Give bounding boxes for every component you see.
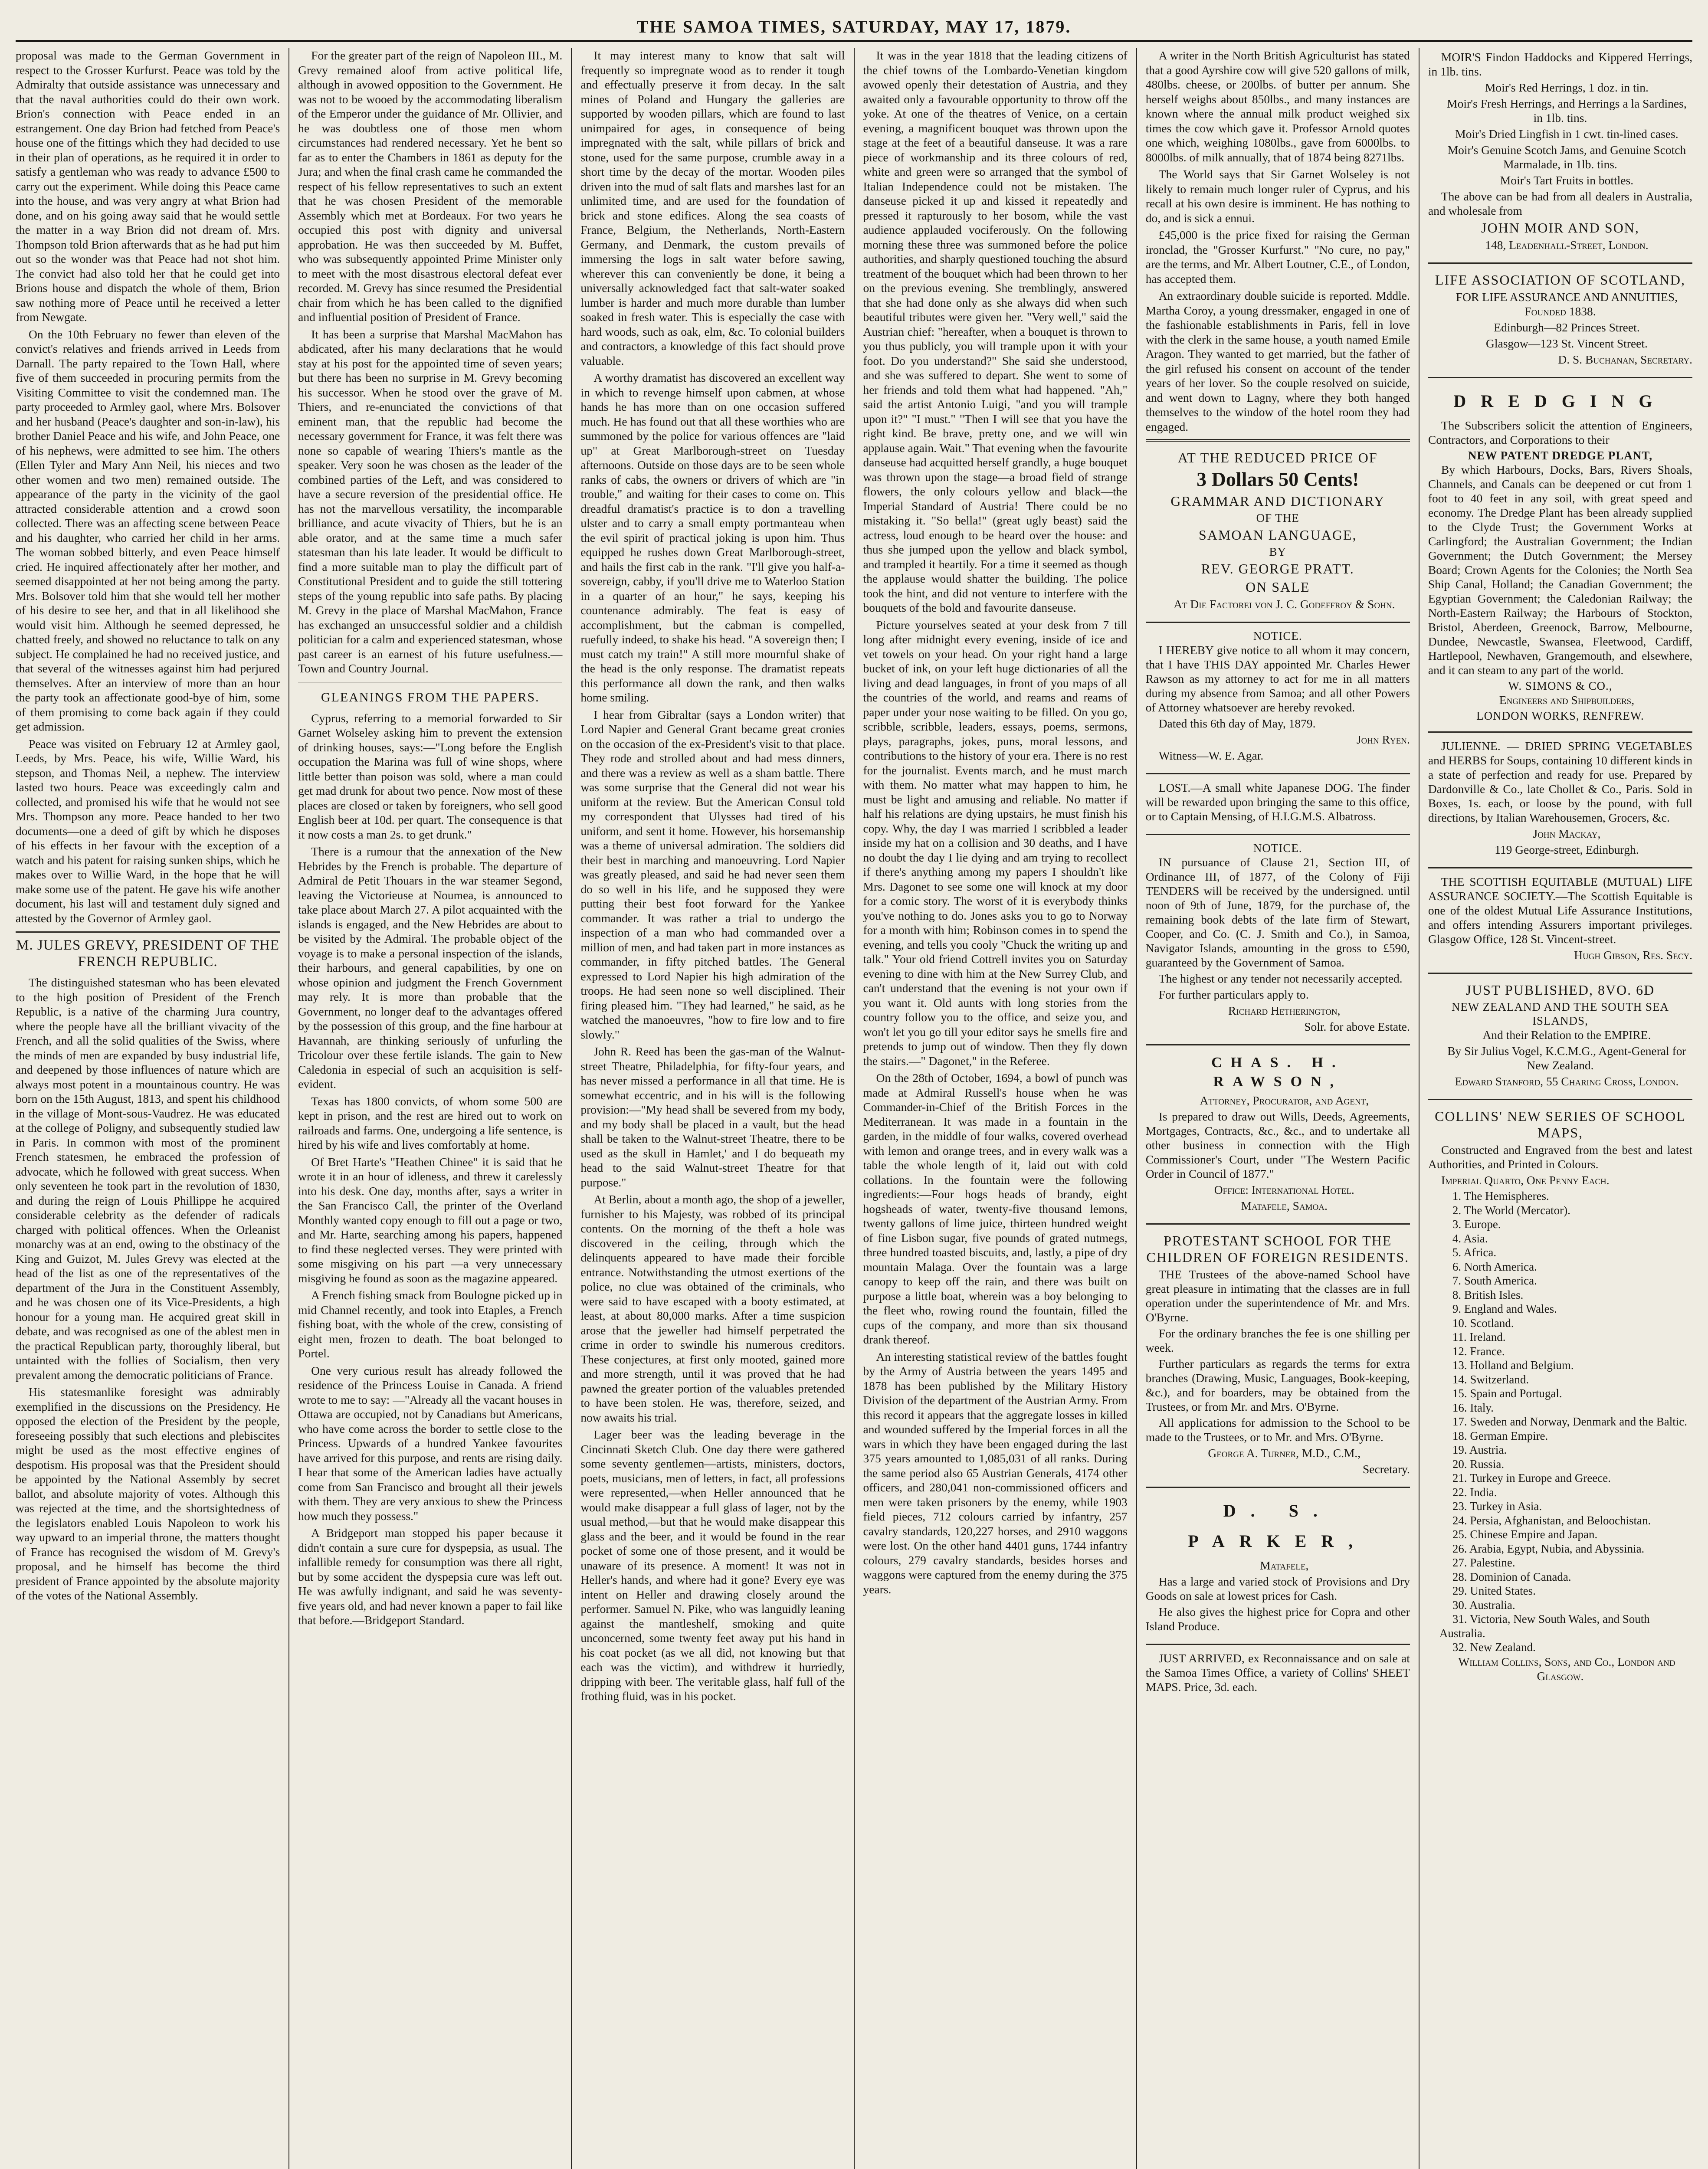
divider bbox=[1428, 1099, 1692, 1100]
list-item: 23. Turkey in Asia. bbox=[1452, 1500, 1542, 1513]
ad-name: JOHN MOIR AND SON, bbox=[1481, 220, 1639, 236]
divider bbox=[1146, 1044, 1410, 1045]
ad-text: IN pursuance of Clause 21, Section III, of Ordinance III, of 1877, of the Colony of Fiji TENDERS will be received by the undersigned. until noon of 9th of June, 1879, for the purchase of, the remaining book debts of the late firm of Stewart, Cooper, and Co. (C. J. Smith and Co.), in Samoa, Navigator Islands, amounting in the gross to £590, guaranteed by the Government of Samoa. bbox=[1145, 855, 1410, 969]
ad-text: All applications for admission to the School to be made to the Trustees, or to Mr. and Mrs. O'Byrne. bbox=[1145, 1416, 1410, 1444]
list-item: 9. England and Wales. bbox=[1452, 1302, 1557, 1315]
section-title-gleanings: GLEANINGS FROM THE PAPERS. bbox=[298, 682, 562, 706]
ad-heading: DREDGING bbox=[1453, 391, 1667, 411]
ad-text: Further particulars as regards the terms for extra branches (Drawing, Music, Languages, Book-keeping, &c.), and for boarders, may be obtained from the Trustees, or from Mr. and Mrs. O'Byrne. bbox=[1145, 1357, 1410, 1413]
divider bbox=[1428, 262, 1692, 264]
ad-heading: JUST PUBLISHED, 8VO. 6D bbox=[1465, 982, 1655, 998]
ad-text: Dated this 6th day of May, 1879. bbox=[1158, 717, 1316, 730]
list-item: 26. Arabia, Egypt, Nubia, and Abyssinia. bbox=[1452, 1542, 1645, 1555]
list-item: 7. South America. bbox=[1452, 1274, 1537, 1287]
ad-notice-attorney bbox=[1146, 627, 1410, 768]
divider bbox=[1146, 834, 1410, 835]
ad-signature: John Ryen. bbox=[1356, 733, 1410, 746]
list-item: 16. Italy. bbox=[1452, 1401, 1494, 1414]
ad-signature: George A. Turner, M.D., C.M., bbox=[1208, 1446, 1361, 1460]
list-item: 22. India. bbox=[1452, 1485, 1497, 1499]
list-item: 29. United States. bbox=[1452, 1584, 1536, 1597]
ad-heading: SAMOAN LANGUAGE, bbox=[1199, 527, 1357, 543]
ad-julienne bbox=[1428, 737, 1692, 862]
column-4 bbox=[854, 48, 1136, 2169]
article-paragraph: On the 10th February no fewer than eleven of the convict's relatives and friends arrived in Leeds from Darnall. The party repaired to the Town Hall, where five of them succeeded in procuring permits from the Visiting Committee to visit the condemned man. The party proceeded to Armley gaol, where Mrs. Bolsover and her husband (Peace's daughter and son-in-law), his brother Daniel Peace and his wife, and John Peace, one of his nephews, were admitted to see him. The others (Ellen Tyler and Mary Ann Neil, his nieces and two other women and two men) remained outside. The appearance of the party in the vicinity of the gaol attracted considerable attention and a crowd soon collected. There was an affecting scene between Peace and his daughter, who carried her child in her arms. The woman sobbed bitterly, and even Peace himself cried. He inquired affectionately after her mother, and seemed disappointed at her not being among the party. Mrs. Bolsover told him that she would tell her mother of his desire to see her, and that in all likelihood she would visit him. Although he seemed depressed, he chatted freely, and showed no reluctance to talk on any subject. He complained he had no received justice, and that several of the witnesses against him had perjured themselves. After an interview of more than an hour the party took an affectionate good-bye of him, some of them promising to come back again if they could get admission. bbox=[16, 327, 280, 733]
ad-text: And their Relation to the EMPIRE. bbox=[1482, 1028, 1651, 1042]
ad-text: 148, Leadenhall-Street, London. bbox=[1485, 238, 1649, 252]
ad-text: The above can be had from all dealers in Australia, and wholesale from bbox=[1428, 190, 1693, 217]
column-5 bbox=[1136, 48, 1419, 2169]
list-item: 17. Sweden and Norway, Denmark and the Baltic. bbox=[1452, 1415, 1687, 1428]
list-item: 14. Switzerland. bbox=[1452, 1373, 1529, 1386]
ad-text: The Subscribers solicit the attention of Engineers, Contractors, and Corporations to their bbox=[1428, 419, 1693, 446]
ad-text: JULIENNE. — DRIED SPRING VEGETABLES and HERBS for Soups, containing 10 different kinds in a state of perfection and ready for use. Prepared by Dardonville & Co., late Chollet & Co., Paris. Sold in Boxes, 1s. each, or loose by the pound, with full directions, by Italian Warehousemen, Grocers, &c. bbox=[1428, 739, 1693, 824]
divider bbox=[1428, 867, 1692, 868]
article-paragraph: John R. Reed has been the gas-man of the Walnut-street Theatre, Philadelphia, for fifty-four years, and has never missed a performance in all that time. He is somewhat eccentric, and in his will is the following provision:—"My head shall be severed from my body, and my body shall be placed in a vault, but the head shall be taken to the Walnut-street Theatre, there to be used as the skull in Hamlet,' and I do bequeath my head to the said Walnut-street Theatre for that purpose." bbox=[580, 1045, 845, 1189]
divider bbox=[1146, 1644, 1410, 1645]
notice-title: NOTICE. bbox=[1253, 629, 1302, 642]
ad-signature: Secretary. bbox=[1362, 1462, 1410, 1476]
article-paragraph: Lager beer was the leading beverage in the Cincinnati Sketch Club. One day there were gathered some seventy gentlemen—artists, ministers, doctors, poets, musicians, men of letters, in fact, all professions were represented,—when Heller announced that he would make disappear a full glass of lager, not by the usual method,—but that he would make disappear this glass and the beer, and it would be found in the rear pocket of some one of those present, and it would be unaware of its presence. A moment! It was not in Heller's hands, and where had it gone? Every eye was intent on Heller and drawing closely around the performer. Samuel N. Pike, who was languidly leaning against the mantleshelf, smoking and quite unconcerned, some twenty feet away put his hand in his coat pocket (as we all did, not knowing but that each was the victim), and withdrew it hurriedly, dripping with beer. The veritable glass, half full of the frothing fluid, was in his pocket. bbox=[580, 1428, 845, 1703]
ad-price: 3 Dollars 50 Cents! bbox=[1197, 468, 1359, 490]
ad-text: THE SCOTTISH EQUITABLE (MUTUAL) LIFE ASSURANCE SOCIETY.—The Scottish Equitable is one of the oldest Mutual Life Assurance Institutions, and offers intending Assurers important privileges. Glasgow Office, 128 St. Vincent-street. bbox=[1428, 875, 1693, 946]
notice-title: NOTICE. bbox=[1253, 842, 1302, 855]
ad-rawson bbox=[1146, 1050, 1410, 1218]
article-paragraph: A writer in the North British Agriculturist has stated that a good Ayrshire cow will give 520 gallons of milk, 480lbs. cheese, or 200lbs. of butter per annum. She herself weighs about 850lbs., and many instances are known where the annual milk product weighed six times the cow which gave it. Professor Arnold quotes one which, weighing 1080lbs., gave from 6000lbs. to 8000lbs. of milk annually, that of 1874 being 8271lbs. bbox=[1145, 49, 1410, 164]
article-paragraph: An interesting statistical review of the battles fought by the Army of Austria between the years 1495 and 1878 has been published by the Military History Division of the department of the Austrian Army. From this record it appears that the aggregate losses in killed and wounded suffered by the Imperial forces in all the wars in which they have been engaged during the last 375 years amounted to 1,085,031 of all ranks. During the same period also 65 Austrian Generals, 4174 other officers, and 280,041 non-commissioned officers and men were taken prisoners by the enemy, while 1903 field pieces, 712 colours carried by infantry, 257 cavalry standards, 120,227 horses, and 2910 waggons were lost. On the other hand 4401 guns, 1744 infantry colours, 279 cavalry standards, besides horses and waggons were captured from the enemy during the 375 years. bbox=[863, 1350, 1128, 1596]
ad-collins-school-maps bbox=[1428, 1104, 1692, 1688]
ad-text: The highest or any tender not necessarily accepted. bbox=[1158, 972, 1403, 985]
article-paragraph: A Bridgeport man stopped his paper because it didn't contain a sure cure for dyspepsia, as usual. The infallible remedy for consumption was there all right, but by some accident the dyspepsia cure was left out. He was awfully indignant, and said he was seventy-five years old, and had never known a paper to fail like that before.—Bridgeport Standard. bbox=[298, 1526, 563, 1627]
ad-text: At Die Factorei von J. C. Godeffroy & Sohn. bbox=[1174, 597, 1395, 611]
ad-heading: PROTESTANT SCHOOL FOR THE CHILDREN OF FOREIGN RESIDENTS. bbox=[1146, 1233, 1410, 1265]
ad-text: FOR LIFE ASSURANCE AND ANNUITIES, Founded 1838. bbox=[1456, 290, 1678, 318]
ad-text: Edward Stanford, 55 Charing Cross, London. bbox=[1455, 1075, 1679, 1088]
ad-text: OF THE bbox=[1256, 511, 1299, 524]
ad-text: Has a large and varied stock of Provisions and Dry Goods on sale at lowest prices for Cash. bbox=[1145, 1575, 1410, 1602]
ad-text: THE Trustees of the above-named School have great pleasure in intimating that the classes are in full operation under the superintendence of Mr. and Mrs. O'Byrne. bbox=[1145, 1268, 1410, 1324]
list-item: 12. France. bbox=[1452, 1344, 1505, 1358]
ad-text: Constructed and Engraved from the best and latest Authorities, and Printed in Colours. bbox=[1428, 1143, 1693, 1171]
divider bbox=[1146, 622, 1410, 623]
list-item: 19. Austria. bbox=[1452, 1443, 1507, 1456]
ad-text: Office: International Hotel. bbox=[1214, 1183, 1354, 1196]
ad-parker bbox=[1146, 1492, 1410, 1638]
ad-text: Edinburgh—82 Princes Street. bbox=[1494, 321, 1640, 334]
ad-text: Matafele, bbox=[1260, 1559, 1309, 1572]
ad-text: MOIR'S Findon Haddocks and Kippered Herrings, in 1lb. tins. bbox=[1428, 50, 1693, 78]
ad-collins-maps-arrival bbox=[1146, 1649, 1410, 1699]
ad-protestant-school bbox=[1146, 1229, 1410, 1481]
ad-signature: Hugh Gibson, Res. Secy. bbox=[1574, 948, 1693, 962]
article-paragraph: His statesmanlike foresight was admirably exemplified in the discussions on the Presidency. He opposed the election of the President by the people, foreseeing possibly that such elections and plebiscites might be used as the most effective engines of despotism. His proposal was that the President should be appointed by the National Assembly by secret ballot, and absolute majority of votes. Although this was rejected at the time, and the shortsightedness of the legislators enabled Louis Napoleon to work his way upward to an imperial throne, the matters thought of France has recognised the wisdom of M. Grevy's proposal, and he himself has become the third president of France appointed by the absolute majority of the votes of the National Assembly. bbox=[16, 1385, 280, 1602]
column-3 bbox=[571, 48, 853, 2169]
list-item: 6. North America. bbox=[1452, 1260, 1537, 1273]
ad-text: For further particulars apply to. bbox=[1158, 988, 1309, 1001]
maps-list bbox=[1428, 1189, 1692, 1655]
article-paragraph: There is a rumour that the annexation of the New Hebrides by the French is probable. The departure of Admiral de Petit Thouars in the war steamer Segond, leaving the Victorieuse at Noumea, is announced to take place about March 27. A pilot acquainted with the islands is engaged, and the New Hebrides are about to be visited by the Admiral. The probable object of the voyage is to make a personal inspection of the islands, their harbours, and general capabilities, by one on whose opinion and judgment the French Government may rely. It is more than probable that the Government, no longer deaf to the advantages offered by the possession of this group, and the fine harbour at Havannah, are thinking seriously of unfurling the Tricolour over these fertile islands. The gain to New Caledonia in especial of such an acquisition is self-evident. bbox=[298, 845, 563, 1091]
divider bbox=[1428, 377, 1692, 378]
list-item: 3. Europe. bbox=[1452, 1218, 1501, 1231]
column-6 bbox=[1419, 48, 1692, 2169]
list-item: 2. The World (Mercator). bbox=[1452, 1203, 1570, 1217]
column-2 bbox=[288, 48, 571, 2169]
article-paragraph: A French fishing smack from Boulogne picked up in mid Channel recently, and took into Etaples, a French fishing boat, with the whole of the crew, consisting of eight men, frozen to death. The boat belonged to Portel. bbox=[298, 1288, 563, 1360]
article-paragraph: It may interest many to know that salt will frequently so impregnate wood as to render it tough and effectually preserve it from decay. In the salt mines of Poland and Hungary the galleries are supported by wooden pillars, which are found to last unimpaired for ages, in consequence of being impregnated with the salt, while pillars of brick and stone, used for the same purpose, crumble away in a short time by the decay of the mortar. Wooden piles driven into the mud of salt flats and marshes last for an unlimited time, and are used for the foundation of brick and stone edifices. Along the sea coasts of France, Belgium, the Netherlands, North-Eastern Germany, and Denmark, the custom prevails of immersing the logs in salt water before sawing, wherever this can conveniently be done, it being a universally acknowledged fact that salt-water soaked lumber is harder and much more durable than lumber soaked in fresh water. This is especially the case with hard woods, such as oak, elm, &c. To colonial builders and contractors, a knowledge of this fact should prove valuable. bbox=[580, 49, 845, 367]
divider bbox=[1428, 973, 1692, 974]
list-item: 15. Spain and Portugal. bbox=[1452, 1387, 1562, 1400]
list-item: 13. Holland and Belgium. bbox=[1452, 1359, 1574, 1372]
ad-text: Is prepared to draw out Wills, Deeds, Agreements, Mortgages, Contracts, &c., &c., and to undertake all other business in connection with the High Commissioner's Court, under "The Western Pacific Order in Council of 1877." bbox=[1145, 1110, 1410, 1180]
list-item: 28. Dominion of Canada. bbox=[1452, 1570, 1571, 1583]
article-paragraph: The World says that Sir Garnet Wolseley is not likely to remain much longer ruler of Cyprus, and his recall at his own desire is imminent. He has nothing to do, and is sick a ennui. bbox=[1145, 167, 1410, 225]
ad-text: He also gives the highest price for Copra and other Island Produce. bbox=[1145, 1605, 1410, 1633]
ad-heading: AT THE REDUCED PRICE OF bbox=[1177, 450, 1378, 465]
list-item: 25. Chinese Empire and Japan. bbox=[1452, 1528, 1598, 1541]
article-paragraph: For the greater part of the reign of Napoleon III., M. Grevy remained aloof from active political life, although in avowed opposition to the Government. He was not to be wooed by the accommodating liberalism of the Emperor under the guidance of Mr. Ollivier, and he was doubtless one of those men whom circumstances had rendered necessary. Yet he bent so far as to enter the Chambers in 1861 as deputy for the Jura; and when the final crash came he commanded the respect of his fellow representatives to such an extent that he was chosen President of the memorable Assembly which met at Bordeaux. For two years he occupied this post with dignity and universal approbation. He was then succeeded by M. Buffet, who was subsequently appointed Prime Minister only to meet with the most disastrous electoral defeat ever recorded. M. Grevy has since resumed the Presidential chair from which he has been called to the dignified and influential position of President of France. bbox=[298, 49, 563, 324]
ad-text: Moir's Fresh Herrings, and Herrings a la Sardines, in 1lb. tins. bbox=[1447, 97, 1687, 125]
article-paragraph: A worthy dramatist has discovered an excellent way in which to revenge himself upon cabmen, at whose hands he has more than on one occasion suffered much. He has found out that all these worthies who are summoned by the police for various offences are "laid up" at Great Marlborough-street on Tuesday afternoons. Outside on those days are to be seen whole ranks of cabs, the owners or drivers of which are "in trouble," and waiting for their cases to come on. This dreadful dramatist's practice is to don a travelling ulster and to carry a small empty portmanteau when the evil spirit of practical joking is upon him. Thus equipped he rushes down Great Marlborough-street, and hails the first cab in the rank. "I'll give you half-a-sovereign, cabby, if you'll drive me to Waterloo Station in a quarter of an hour," he says, keeping his countenance admirably. The feat is easy of accomplishment, but the cabman is compelled, ruefully indeed, to shake his head. "A sovereign then; I must catch my train!" A still more mournful shake of the head is the only response. The dramatist repeats this performance all down the rank, and then walks home smiling. bbox=[580, 371, 845, 704]
article-paragraph: It has been a surprise that Marshal MacMahon has abdicated, after his many declarations that he would stay at his post for the appointed time of seven years; but there has been no surprise in M. Grevy becoming his successor. When he stood over the grave of M. Thiers, and re-enunciated the convictions of that eminent man, that the republic had become the necessary government for France, it was felt there was none so capable of wearing Thiers's mantle as the speaker. Very soon he was chosen as the leader of the combined parties of the Left, and was considered to have a secure reversion of the presidential office. He has not the marvellous versatility, the incomparable brilliance, and acute vivacity of Thiers, but he is an able orator, and at the same time a much safer statesman than his late leader. It would be difficult to find a more suitable man to play the difficult part of Constitutional President and to guide the still tottering steps of the young republic into safe paths. By placing M. Grevy in the place of Marshal MacMahon, France has exchanged an unsuccessful soldier and a childish politician for a calm and experienced statesman, whose past career is an earnest of his future usefulness.—Town and Country Journal. bbox=[298, 327, 563, 675]
list-item: 24. Persia, Afghanistan, and Beloochistan. bbox=[1452, 1514, 1651, 1527]
ad-signature: W. SIMONS & CO., bbox=[1508, 679, 1613, 692]
ad-text: Imperial Quarto, One Penny Each. bbox=[1441, 1173, 1610, 1187]
ad-heading: ON SALE bbox=[1246, 579, 1310, 595]
ad-author: REV. GEORGE PRATT. bbox=[1201, 561, 1354, 577]
ad-text: Engineers and Shipbuilders, bbox=[1499, 693, 1635, 707]
masthead bbox=[16, 13, 1692, 42]
ad-signature: 119 George-street, Edinburgh. bbox=[1495, 843, 1639, 856]
ad-heading: COLLINS' NEW SERIES OF SCHOOL MAPS, bbox=[1435, 1108, 1686, 1140]
article-paragraph: Picture yourselves seated at your desk from 7 till long after midnight every evening, inside of ice and vet towels on your head. On your right hand a large bucket of ink, on your left huge dictionaries of all the living and dead languages, in front of you maps of all the countries of the world, and reams and reams of paper under your nose waiting to be filled. On you go, scribble, scribble, leaders, essays, poems, sermons, plays, paragraphs, jokes, puns, moral lessons, and contributions to the history of your era. There is no rest for the journalist. Events march, and he must march with them. No matter what may happen to him, he must be light and amusing and reliable. No matter if half his relations are dying upstairs, he must finish his copy. Why, the day I was married I scribbled a leader inside my hat on a collision and 30 deaths, and I have no doubt the day I lie dying and am trying to recollect if there's anything among my papers I shouldn't like Mrs. Dagonet to see some one will knock at my door for a comic story. The worst of it is everybody thinks you've nothing to do. Jones asks you to go to Norway for a month with him; Robinson comes in to spend the evening, and tells you cooly "Chuck the writing up and talk." Your old friend Cottrell invites you on Saturday evening to dine with him at the New Surrey Club, and can't understand that the evening is not your own if you want it. Old aunts with long stories from the country follow you to the office, and seize you, and won't let you go till your editor says he smells fire and pretends to jump out of window. Then they fly down the stairs.—" Dagonet," in the Referee. bbox=[863, 618, 1128, 1068]
ad-signature: D. S. Buchanan, Secretary. bbox=[1558, 353, 1693, 366]
column-1 bbox=[16, 48, 288, 2169]
ad-text: Moir's Tart Fruits in bottles. bbox=[1500, 174, 1634, 187]
ad-text: By which Harbours, Docks, Bars, Rivers Shoals, Channels, and Canals can be deepened or cut from 1 foot to 40 feet in any soil, with great speed and economy. The Dredge Plant has been already supplied to the Clyde Trust; the Government Works at Carlingford; the Australian Government; the Indian Government; the Dutch Government; the Mersey Board; Crown Agents for the Colonies; the North Sea Ship Canal, Holland; the Canadian Government; the Egyptian Government; the Caledonian Railway; the North-Eastern Railway; the Harbours of Stockton, Bristol, Aberdeen, Greenock, Barrow, Melbourne, Dundee, Newcastle, Swansea, Fleetwood, Cardiff, Hartlepool, Newhaven, Grangemouth, and elsewhere, and it can steam to any part of the world. bbox=[1428, 463, 1693, 677]
list-item: 20. Russia. bbox=[1452, 1457, 1505, 1471]
ad-lost-dog bbox=[1146, 779, 1410, 829]
ad-text: Moir's Red Herrings, 1 doz. in tin. bbox=[1485, 81, 1649, 94]
divider bbox=[1146, 773, 1410, 774]
list-item: 10. Scotland. bbox=[1452, 1316, 1514, 1330]
ad-text: Moir's Genuine Scotch Jams, and Genuine Scotch Marmalade, in 1lb. tins. bbox=[1447, 143, 1686, 171]
list-item: 4. Asia. bbox=[1452, 1232, 1488, 1245]
list-item: 21. Turkey in Europe and Greece. bbox=[1452, 1471, 1611, 1484]
ad-signature: Solr. for above Estate. bbox=[1304, 1020, 1410, 1033]
list-item: 32. New Zealand. bbox=[1452, 1641, 1536, 1654]
ad-text: LOST.—A small white Japanese DOG. The finder will be rewarded upon bringing the same to this office, or to Captain Mensing, of H.I.G.M.S. Albatross. bbox=[1145, 781, 1410, 823]
ad-moir bbox=[1428, 48, 1692, 257]
article-paragraph: Of Bret Harte's "Heathen Chinee" it is said that he wrote it in an hour of idleness, and threw it carelessly into his desk. One day, months after, says a writer in the San Francisco Call, the printer of the Overland Monthly wanted copy enough to fill out a page or two, and Mr. Harte, searching among his papers, happened to find these neglected verses. They were printed with some misgiving on his part —a very unnecessary misgiving he found as soon as the magazine appeared. bbox=[298, 1155, 563, 1285]
ad-signature: William Collins, Sons, and Co., London and Glasgow. bbox=[1458, 1655, 1675, 1683]
article-paragraph: Peace was visited on February 12 at Armley gaol, Leeds, by Mrs. Peace, his wife, Willie Ward, his stepson, and Thomas Neil, a nephew. The interview lasted two hours. Peace was exceedingly calm and collected, and promised his wife that he would not see Mrs. Thompson any more. Peace handed to her two documents—one a deed of gift by which he disposes of his effects in her favour with the exception of a watch and his patent for raising sunken ships, which he makes over to Willie Ward, in the hope that he will make some use of the patent. He gave his wife another document, his last will and testament duly signed and attested by the Governor of Armley gaol. bbox=[16, 737, 280, 925]
list-item: 5. Africa. bbox=[1452, 1246, 1497, 1259]
ad-heading: LIFE ASSOCIATION OF SCOTLAND, bbox=[1435, 272, 1686, 288]
ad-name: D. S. PARKER, bbox=[1188, 1501, 1368, 1551]
ad-samoan-grammar bbox=[1146, 446, 1410, 616]
ad-notice-tenders bbox=[1146, 839, 1410, 1039]
article-paragraph: proposal was made to the German Government in respect to the Grosser Kurfurst. Peace was told by the Admiralty that outside assistance was unnecessary and that the naval authorities could do their own work. Brion's connection with Peace ended in an estrangement. One day Brion had fetched from Peace's house one of the fittings which they had decided to use in their plan of operations, as he required it in order to satisfy a gentleman who was ready to advance £500 to carry out the experiment. While doing this Peace came into the house, and was very angry at what Brion had done, and on his going away said that he would settle the matter in a way Brion did not dream of. Mrs. Thompson told Brion afterwards that as he had put him out so the wonder was that Peace had not shot him. The convict had also told her that he could get into Brions house and dispatch the whole of them, Brion saw nothing more of Peace until he received a letter from Newgate. bbox=[16, 49, 280, 324]
list-item: 11. Ireland. bbox=[1452, 1330, 1506, 1343]
ad-heading: GRAMMAR AND DICTIONARY bbox=[1170, 493, 1385, 509]
columns bbox=[16, 48, 1692, 2169]
ad-signature: LONDON WORKS, RENFREW. bbox=[1476, 709, 1644, 722]
article-title-grevy: M. JULES GREVY, PRESIDENT OF THE FRENCH REPUBLIC. bbox=[16, 931, 280, 970]
list-item: 8. British Isles. bbox=[1452, 1288, 1524, 1301]
divider bbox=[1146, 439, 1410, 442]
ad-text: Matafele, Samoa. bbox=[1241, 1199, 1328, 1212]
divider bbox=[1146, 1487, 1410, 1488]
article-paragraph: One very curious result has already followed the residence of the Princess Louise in Canada. A friend wrote to me to say: —"Already all the vacant houses in Ottawa are occupied, not by Canadians but Americans, who have come across the border to settle close to the Princess. Upwards of a hundred Yankee favourites have arrived for this purpose, and rents are rising daily. I hear that some of the American ladies have actually come from San Francisco and brought all their jewels with them. They are very anxious to shew the Princess how much they possess." bbox=[298, 1363, 563, 1523]
list-item: 31. Victoria, New South Wales, and South Australia. bbox=[1439, 1612, 1650, 1640]
ad-heading: NEW PATENT DREDGE PLANT, bbox=[1468, 449, 1652, 462]
article-paragraph: At Berlin, about a month ago, the shop of a jeweller, furnisher to his Majesty, was robbed of its principal contents. On the morning of the theft a hole was discovered in the ceiling, through which the delinquents appeared to have made their forcible entrance. Notwithstanding the utmost exertions of the police, no clue was obtained of the criminals, who were said to have escaped with a booty estimated, at least, at about 80,000 marks. After a time suspicion arose that the jeweller had himself perpetrated the crime in order to swindle his numerous creditors. These conjectures, at first only mooted, gained more and more strength, until it was proved that he had pawned the greater portion of the valuables pretended to have been stolen. He was, therefore, seized, and now awaits his trial. bbox=[580, 1193, 845, 1424]
ad-text: JUST ARRIVED, ex Reconnaissance and on sale at the Samoa Times Office, a variety of Collins' SHEET MAPS. Price, 3d. each. bbox=[1145, 1651, 1410, 1694]
article-paragraph: Texas has 1800 convicts, of whom some 500 are kept in prison, and the rest are hired out to work on railroads and farms. One, undergoing a life sentence, is hired by his wife and lives comfortably at home. bbox=[298, 1094, 563, 1151]
divider bbox=[1146, 1223, 1410, 1225]
article-paragraph: £45,000 is the price fixed for raising the German ironclad, the "Grosser Kurfurst." "No cure, no pay," are the terms, and Mr. Albert Loutner, C.E., of London, has accepted them. bbox=[1145, 228, 1410, 285]
list-item: 1. The Hemispheres. bbox=[1452, 1189, 1549, 1202]
ad-text: Moir's Dried Lingfish in 1 cwt. tin-lined cases. bbox=[1455, 127, 1678, 141]
article-paragraph: It was in the year 1818 that the leading citizens of the chief towns of the Lombardo-Venetian kingdom avowed openly their detestation of Austria, and they awaited only a favourable opportunity to throw off the yoke. At one of the theatres of Venice, on a certain evening, a magnificent bouquet was thrown upon the stage at the feet of a beautiful danseuse. It was a rare piece of workmanship and its three colours of red, white and green were so arranged that the symbol of Italian Independence could not be mistaken. The danseuse picked it up and kissed it repeatedly and pressed it rapturously to her bosom, while the vast audience applauded vociferously. On the following morning these three was summoned before the police authorities, and sharply questioned touching the absurd treatment of the bouquet which had been thrown to her on the previous evening. She tremblingly, answered that she had done only as she always did when such beautiful tributes were given her. "Very well," said the Austrian chief: "hereafter, when a bouquet is thrown to you thus publicly, you will trample upon it with your foot. Do you understand?" She said she understood, and she was suffered to depart. She went to some of her friends and told them what had happened. "Ah," said the artist Antonio Luigi, "and you will trample upon it?" "I must." "Then I will see that you have the right kind. Be brave, pretty one, and we will win applause again. Wait." That evening when the favourite danseuse had acquitted herself grandly, a huge bouquet was thrown upon the stage—a broad field of strange flowers, the only colours yellow and black—the Imperial Standard of Austria! There could be no mistaking it. "So bella!" (great ugly beast) said the actress, loud enough to be heard over the house: and thus she jumped upon the yellow and black symbol, and trampled it heartily. For a time it seemed as though the applause would shatter the building. The police took the hint, and did not venture to interfere with the bouquets of the bold and favourite danseuse. bbox=[863, 49, 1128, 614]
divider bbox=[1428, 731, 1692, 733]
ad-text: Witness—W. E. Agar. bbox=[1158, 749, 1264, 762]
ad-new-zealand-book bbox=[1428, 978, 1692, 1094]
ad-text: Glasgow—123 St. Vincent Street. bbox=[1486, 337, 1648, 350]
ad-name: CHAS. H. RAWSON, bbox=[1211, 1055, 1344, 1090]
list-item: 18. German Empire. bbox=[1452, 1429, 1548, 1442]
ad-text: By Sir Julius Vogel, K.C.M.G., Agent-General for New Zealand. bbox=[1447, 1044, 1686, 1072]
masthead-title: THE SAMOA TIMES, SATURDAY, MAY 17, 1879. bbox=[636, 16, 1072, 36]
ad-text: Attorney, Procurator, and Agent, bbox=[1200, 1094, 1369, 1107]
article-paragraph: On the 28th of October, 1694, a bowl of punch was made at Admiral Russell's house when he was Commander-in-Chief of the British Forces in the Mediterranean. It was made in a fountain in the garden, in the middle of four walks, covered overhead with lemon and orange trees, and in every walk was a table the whole length of it, laid out with cold collations. In the fountain were the following ingredients:—Four hogs heads of brandy, eight hogsheads of water, twenty-five thousand lemons, twenty gallons of lime juice, thirteen hundred weight of fine Lisbon sugar, five pounds of grated nutmegs, three hundred toasted biscuits, and, lastly, a pipe of dry mountain Malaga. Over the fountain was a large canopy to keep off the rain, and there was built on purpose a little boat, wherein was a boy belonging to the fleet who, rowing round the fountain, filled the cups of the company, and more than six thousand drank thereof. bbox=[863, 1071, 1128, 1346]
ad-life-association bbox=[1428, 268, 1692, 372]
ad-dredging bbox=[1428, 383, 1692, 726]
article-paragraph: An extraordinary double suicide is reported. Mddle. Martha Coroy, a young dressmaker, engaged in one of the fashionable establishments in Paris, fell in love with the clerk in the same house, a youth named Emile Aragon. They wanted to get married, but the father of the girl refused his consent on account of the tender years of her lover. So the couple resolved on suicide, and went down to Lagny, where they both hanged themselves to the window of the hotel room they had engaged. bbox=[1145, 289, 1410, 433]
ad-signature: Richard Hetherington, bbox=[1228, 1004, 1341, 1017]
ad-scottish-equitable bbox=[1428, 873, 1692, 967]
list-item: 30. Australia. bbox=[1452, 1598, 1515, 1612]
ad-text: BY bbox=[1269, 545, 1287, 558]
article-paragraph: Cyprus, referring to a memorial forwarded to Sir Garnet Wolseley asking him to prevent the extension of drinking houses, says:—"Long before the English occupation the Marina was full of wine shops, where little better than poison was sold, where a man could get mad drunk for about two pence. Now most of these places are closed or taken by foreigners, who sell good English beer at 10d. per quart. The consequence is that it now costs a man 2s. to get drunk." bbox=[298, 711, 563, 841]
list-item: 27. Palestine. bbox=[1452, 1556, 1515, 1569]
article-paragraph: I hear from Gibraltar (says a London writer) that Lord Napier and General Grant became great cronies on the occasion of the ex-President's visit to that place. They rode and strolled about and had mess dinners, and there was a review as well as a sham battle. There was some surprise that the General did not wear his uniform at the review. But the American Consul told my correspondent that Ulysses had tired of his uniform, and sent it home. However, his horsemanship was a theme of universal admiration. The soldiers did their best in marching and manoeuvring. Lord Napier was greatly pleased, and said he had never seen them do so well in his life, and he supposed they were putting their best foot forward for the Yankee commander. It was rather a trial to undergo the inspection of a man who had commanded over a million of men, and had taken part in more instances as commander, in fifty pitched battles. The General expressed to Lord Napier his high admiration of the troops. He had seen none so well disciplined. Their firing pleased him. "They had learned," he said, as he watched the manoeuvres, "how to fire low and to fire slowly." bbox=[580, 708, 845, 1041]
ad-heading: NEW ZEALAND AND THE SOUTH SEA ISLANDS, bbox=[1451, 1000, 1669, 1027]
ad-signature: John Mackay, bbox=[1533, 827, 1601, 840]
ad-text: I HEREBY give notice to all whom it may concern, that I have THIS DAY appointed Mr. Charles Hewer Rawson as my attorney to act for me in all matters during my absence from Samoa; and all other Powers of Attorney whatsoever are hereby revoked. bbox=[1145, 643, 1410, 714]
ad-text: For the ordinary branches the fee is one shilling per week. bbox=[1145, 1327, 1410, 1354]
article-paragraph: The distinguished statesman who has been elevated to the high position of President of the French Republic, is a native of the charming Jura country, where the people have all the brilliant vivacity of the French, and all the solid qualities of the Swiss, where the minds of men are expanded by busy industrial life, and deepened by those influences of nature which are always most potent in a mountainous country. He was born on the 15th August, 1813, and spent his childhood in the village of Mont-sous-Vaudrez. He was educated at the college of Poligny, and subsequently studied law in Paris. In common with most of the prominent French statesmen, he embraced the profession of advocate, which he followed with great success. When only seventeen he took part in the revolution of 1830, and during the reign of Louis Phillippe he acquired considerable celebrity as the defender of radicals charged with political offences. When the Orleanist monarchy was at an end, owing to the obstinacy of the King and Guizot, M. Jules Grevy was elected at the head of the list as one of the representatives of the department of the Jura in the Constituent Assembly, and he was chosen one of its Vice-Presidents, a high honour for a young man. He acquired great skill in debate, and was recognised as one of the ablest men in the practical Republican party, thoroughly liberal, but untainted with the follies of Socialism, then very prevalent among the democratic politicians of France. bbox=[16, 976, 280, 1382]
